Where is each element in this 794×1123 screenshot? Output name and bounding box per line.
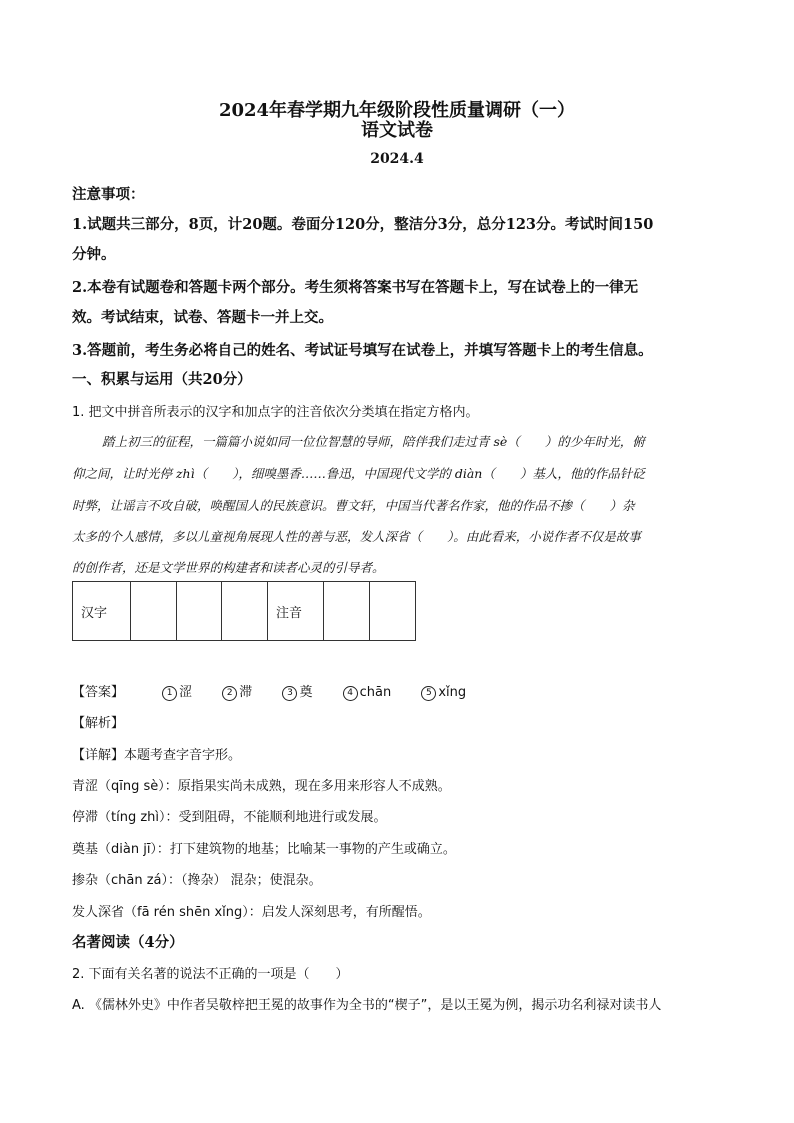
notice-item-3: 3.答题前，考生务必将自己的姓名、考试证号填写在试卷上，并填写答题卡上的考生信息。	[72, 342, 653, 359]
notice-item-2-line-1: 2.本卷有试题卷和答题卡两个部分。考生须将答案书写在答题卡上，写在试卷上的一律无	[72, 279, 639, 296]
explanation-line-3: 奠基（diàn jī）：打下建筑物的地基；比喻某一事物的产生或确立。	[72, 842, 456, 857]
notice-heading: 注意事项：	[72, 186, 145, 203]
answer-number: 4	[343, 686, 358, 701]
passage-line-2: 仰之间，让时光停 zhì（ ），细嗅墨香……鲁迅，中国现代文学的 diàn（ ）基人，他的作品针砭	[72, 466, 645, 481]
answer-item	[343, 685, 392, 701]
notice-item-1-line-1: 1.试题共三部分，8页，计20题。卷面分120分，整洁分3分，总分123分。考试时间150	[72, 216, 654, 233]
answer-text: 涩	[179, 685, 193, 700]
explanation-line-2: 停滞（tíng zhì）：受到阻碍，不能顺利地进行或发展。	[72, 810, 387, 825]
explanation-line-1: 青涩（qīng sè）：原指果实尚未成熟，现在多用来形容人不成熟。	[72, 779, 451, 794]
grid-cell	[370, 582, 416, 641]
grid-label-hanzi: 汉字	[73, 582, 131, 641]
answer-item	[421, 685, 466, 701]
question-2-option-a: A. 《儒林外史》中作者吴敬梓把王冕的故事作为全书的“楔子”，是以王冕为例，揭示功名利禄对读书人	[72, 998, 662, 1013]
grid-cell	[222, 582, 268, 641]
notice-item-1-line-2: 分钟。	[72, 246, 116, 263]
answer-label: 【答案】	[72, 685, 125, 700]
passage-line-4: 太多的个人感情，多以儿童视角展现人性的善与恶，发人深省（ ）。由此看来，小说作者不仅是故事	[72, 529, 641, 544]
answer-item	[162, 681, 192, 701]
answer-item	[222, 681, 252, 701]
answer-item	[282, 681, 312, 701]
answer-row	[72, 681, 492, 701]
page-subtitle: 语文试卷	[361, 120, 433, 141]
page-title: 2024年春学期九年级阶段性质量调研（一）	[218, 100, 576, 121]
passage-line-3: 时弊，让谣言不攻自破，唤醒国人的民族意识。曹文轩，中国当代著名作家，他的作品不掺（ ）杂	[72, 498, 635, 513]
answer-number: 5	[421, 686, 436, 701]
detail-line: 【详解】本题考查字音字形。	[72, 748, 242, 763]
section-1-heading: 一、积累与运用（共20分）	[72, 371, 252, 388]
answer-grid	[72, 581, 416, 641]
grid-label-pinyin: 注音	[268, 582, 324, 641]
answer-text: 滞	[239, 685, 253, 700]
grid-cell	[324, 582, 370, 641]
passage-line-1: 踏上初三的征程，一篇篇小说如同一位位智慧的导师，陪伴我们走过青 sè（ ）的少年时光，俯	[102, 434, 645, 449]
passage-line-5: 的创作者，还是文学世界的构建者和读者心灵的引导者。	[72, 560, 385, 575]
explanation-line-4: 掺杂（chān zá）：（搀杂） 混杂；使混杂。	[72, 873, 322, 888]
answer-text: chān	[359, 685, 392, 700]
grid-cell	[177, 582, 222, 641]
answer-text: xǐng	[438, 685, 467, 700]
question-1-stem: 1. 把文中拼音所表示的汉字和加点字的注音依次分类填在指定方格内。	[72, 405, 479, 420]
question-2-stem: 2. 下面有关名著的说法不正确的一项是（ ）	[72, 967, 349, 982]
section-2-heading: 名著阅读（4分）	[72, 934, 184, 951]
answer-number: 1	[162, 686, 177, 701]
answer-number: 2	[222, 686, 237, 701]
analysis-label: 【解析】	[72, 716, 125, 731]
exam-date: 2024.4	[370, 151, 424, 167]
answer-number: 3	[282, 686, 297, 701]
notice-item-2-line-2: 效。考试结束，试卷、答题卡一并上交。	[72, 309, 333, 326]
explanation-line-5: 发人深省（fā rén shēn xǐng）：启发人深刻思考，有所醒悟。	[72, 905, 431, 920]
answer-text: 奠	[299, 685, 313, 700]
grid-cell	[131, 582, 177, 641]
